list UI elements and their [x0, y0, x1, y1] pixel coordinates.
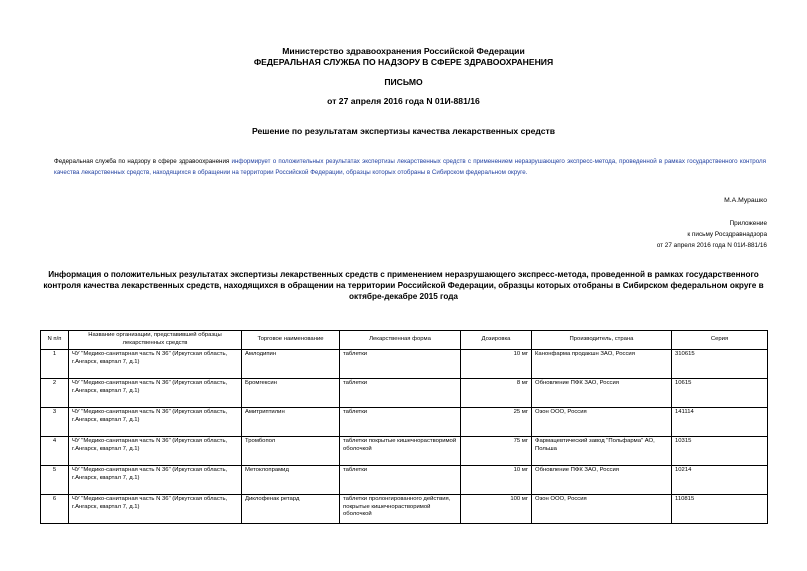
- table-row: [41, 408, 768, 437]
- cell-trade-name: Амлодипин: [242, 350, 340, 379]
- cell-form: таблетки: [340, 408, 461, 437]
- cell-manufacturer: Озон ООО, Россия: [532, 408, 672, 437]
- col-header-manufacturer: Производитель, страна: [532, 331, 672, 350]
- doc-type: ПИСЬМО: [384, 77, 423, 87]
- cell-series: 310615: [672, 350, 768, 379]
- cell-num: 3: [41, 408, 69, 437]
- table-row: [41, 379, 768, 408]
- col-header-dosage: Дозировка: [461, 331, 532, 350]
- cell-trade-name: Метоклопрамид: [242, 466, 340, 495]
- appendix-line-2: к письму Росздравнадзора: [687, 231, 767, 238]
- cell-org: ЧУ "Медико-санитарная часть N 36" (Иркутская область, г.Ангарск, квартал 7, д.1): [69, 495, 242, 524]
- signature: М.А.Мурашко: [724, 197, 767, 204]
- cell-series: 110815: [672, 495, 768, 524]
- cell-form: таблетки покрытые кишечнорастворимой оболочкой: [340, 437, 461, 466]
- cell-trade-name: Амитриптилин: [242, 408, 340, 437]
- cell-manufacturer: Фармацевтический завод "Польфарма" АО, Польша: [532, 437, 672, 466]
- cell-org: ЧУ "Медико-санитарная часть N 36" (Иркутская область, г.Ангарск, квартал 7, д.1): [69, 350, 242, 379]
- cell-manufacturer: Обновление ПФК ЗАО, Россия: [532, 379, 672, 408]
- col-header-num: N п/п: [41, 331, 69, 350]
- col-header-form: Лекарственная форма: [340, 331, 461, 350]
- appendix-line-3: от 27 апреля 2016 года N 01И-881/16: [656, 242, 767, 249]
- cell-dosage: 8 мг: [461, 379, 532, 408]
- appendix-note: [547, 218, 767, 251]
- cell-num: 4: [41, 437, 69, 466]
- table-row: [41, 495, 768, 524]
- service-name: ФЕДЕРАЛЬНАЯ СЛУЖБА ПО НАДЗОРУ В СФЕРЕ ЗДРАВООХРАНЕНИЯ: [253, 57, 554, 67]
- cell-dosage: 25 мг: [461, 408, 532, 437]
- cell-form: таблетки: [340, 379, 461, 408]
- cell-num: 5: [41, 466, 69, 495]
- cell-series: 10615: [672, 379, 768, 408]
- cell-dosage: 10 мг: [461, 466, 532, 495]
- cell-dosage: 100 мг: [461, 495, 532, 524]
- doc-date-number: от 27 апреля 2016 года N 01И-881/16: [327, 96, 480, 106]
- cell-series: 10315: [672, 437, 768, 466]
- cell-series: 10214: [672, 466, 768, 495]
- cell-dosage: 75 мг: [461, 437, 532, 466]
- table-row: [41, 350, 768, 379]
- cell-num: 2: [41, 379, 69, 408]
- cell-num: 6: [41, 495, 69, 524]
- col-header-trade-name: Торговое наименование: [242, 331, 340, 350]
- cell-num: 1: [41, 350, 69, 379]
- ministry-name: Министерство здравоохранения Российской Федерации: [282, 46, 525, 56]
- intro-paragraph: [54, 156, 766, 178]
- cell-manufacturer: Обновление ПФК ЗАО, Россия: [532, 466, 672, 495]
- cell-manufacturer: Озон ООО, Россия: [532, 495, 672, 524]
- cell-org: ЧУ "Медико-санитарная часть N 36" (Иркутская область, г.Ангарск, квартал 7, д.1): [69, 437, 242, 466]
- cell-form: таблетки пролонгированного действия, покрытые кишечнорастворимой оболочкой: [340, 495, 461, 524]
- cell-org: ЧУ "Медико-санитарная часть N 36" (Иркутская область, г.Ангарск, квартал 7, д.1): [69, 379, 242, 408]
- appendix-line-1: Приложение: [729, 220, 767, 227]
- doc-subject: Решение по результатам экспертизы качества лекарственных средств: [251, 126, 556, 136]
- cell-series: 141114: [672, 408, 768, 437]
- intro-plain: Федеральная служба по надзору в сфере здравоохранения: [54, 158, 232, 165]
- intro-link-text[interactable]: информирует о положительных результатах экспертизы лекарственных средств с применением неразрушающего экспресс-метода, проведенной в рамках государственного контроля качества лекарственных средств, находящихся в обращении на территории Российской Федерации, образцы которых отобраны в Сибирском федеральном округе.: [54, 158, 766, 176]
- col-header-org: Название организации, представившей образцы лекарственных средств: [69, 331, 242, 350]
- table-header-row: [41, 331, 768, 350]
- cell-dosage: 10 мг: [461, 350, 532, 379]
- results-table: [40, 330, 768, 524]
- cell-form: таблетки: [340, 466, 461, 495]
- cell-form: таблетки: [340, 350, 461, 379]
- cell-org: ЧУ "Медико-санитарная часть N 36" (Иркутская область, г.Ангарск, квартал 7, д.1): [69, 408, 242, 437]
- table-title: Информация о положительных результатах экспертизы лекарственных средств с применением неразрушающего экспресс-метода, проведенной в рамках государственного контроля качества лекарственных средств, находящихся в обращении на территории Российской Федерации, образцы которых отобраны в Сибирском федеральном округе в октябре-декабре 2015 года: [43, 270, 764, 301]
- table-row: [41, 466, 768, 495]
- cell-org: ЧУ "Медико-санитарная часть N 36" (Иркутская область, г.Ангарск, квартал 7, д.1): [69, 466, 242, 495]
- cell-manufacturer: Канонфарма продакшн ЗАО, Россия: [532, 350, 672, 379]
- cell-trade-name: Бромгексин: [242, 379, 340, 408]
- col-header-series: Серия: [672, 331, 768, 350]
- table-row: [41, 437, 768, 466]
- cell-trade-name: Тромбопол: [242, 437, 340, 466]
- cell-trade-name: Диклофенак ретард: [242, 495, 340, 524]
